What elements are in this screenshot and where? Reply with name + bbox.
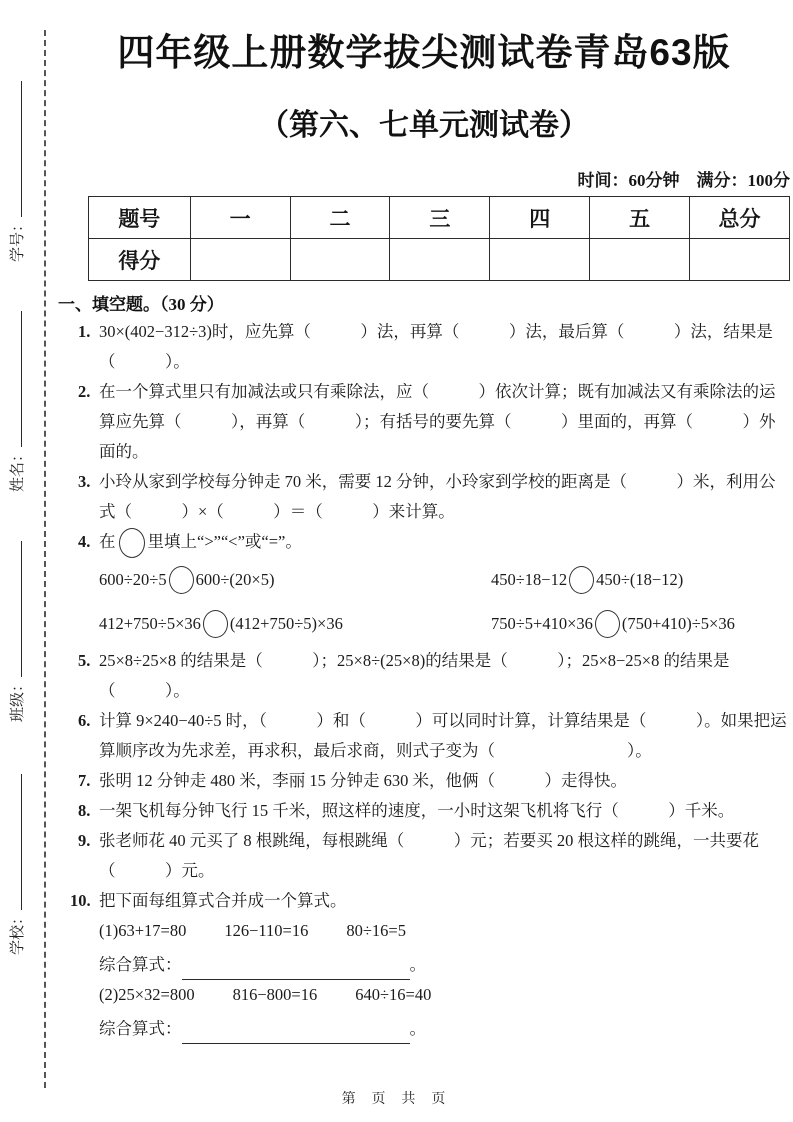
score-cell: [490, 239, 590, 281]
compare-row-2: [99, 602, 790, 646]
compare-row-1: [99, 558, 790, 602]
question-list: [58, 317, 790, 1044]
compare-left-expr: 412+750÷5×36: [99, 614, 201, 634]
class-write-line: [8, 541, 22, 677]
page-subtitle: （第六、七单元测试卷）: [259, 109, 589, 142]
student-id-write-line: [8, 81, 22, 217]
score-cell: [190, 239, 290, 281]
question-5-number: 5.: [78, 651, 91, 671]
compare-pair: [99, 565, 491, 595]
school-write-line: [8, 774, 22, 910]
question-1: [78, 317, 790, 377]
question-2: [78, 377, 790, 467]
question-8-number: 8.: [78, 801, 91, 821]
score-table-col-3: 三: [390, 197, 490, 239]
question-9-number: 9.: [78, 831, 91, 851]
question-4-number: 4.: [78, 532, 91, 551]
question-2-number: 2.: [78, 382, 91, 401]
question-9: [78, 826, 790, 886]
equation: (1)63+17=80: [99, 921, 187, 941]
compare-circle-blank: [569, 566, 594, 594]
equation-group-2: [99, 980, 790, 1010]
student-id-label: 学号：: [9, 216, 26, 262]
equation: 640÷16=40: [355, 985, 432, 1005]
question-4-intro-post: 里填上“>”“<”或“=”。: [147, 532, 302, 551]
score-table-col-5: 五: [590, 197, 690, 239]
question-8: [78, 796, 790, 826]
question-3: [78, 467, 790, 527]
compare-circle-blank: [119, 528, 145, 558]
score-cell: [590, 239, 690, 281]
compare-right-expr: (750+410)÷5×36: [621, 614, 735, 634]
fold-dashed-line: [44, 30, 46, 1088]
compare-left-expr: 450÷18−12: [491, 570, 568, 590]
equation: (2)25×32=800: [99, 985, 195, 1005]
compare-right-expr: 600÷(20×5): [195, 570, 275, 590]
question-5-text: 25×8÷25×8 的结果是（ ）；25×8÷(25×8)的结果是（ ）；25×8−25×8 的结果是（ ）。: [99, 651, 730, 701]
question-6-number: 6.: [78, 711, 91, 731]
score-table-corner: 题号: [89, 197, 191, 239]
score-row-label: 得分: [89, 239, 191, 281]
compare-circle-blank: [595, 610, 620, 638]
compare-pair: [491, 565, 683, 595]
combined-expression-label: 综合算式：: [99, 1019, 182, 1039]
score-table-col-2: 二: [290, 197, 390, 239]
page-footer: 第 页 共 页: [341, 1090, 452, 1106]
student-id-field: [6, 70, 30, 262]
class-label: 班级：: [9, 676, 26, 722]
compare-pair: [491, 609, 735, 639]
class-field: [6, 530, 30, 722]
question-7-number: 7.: [78, 771, 91, 791]
answer-blank-line: [182, 964, 410, 980]
equation: 80÷16=5: [346, 921, 406, 941]
score-table-col-total: 总分: [690, 197, 790, 239]
score-cell: [390, 239, 490, 281]
question-10: [70, 886, 790, 1044]
question-8-text: 一架飞机每分钟飞行 15 千米，照这样的速度，一小时这架飞机将飞行（ ）千米。: [99, 801, 735, 821]
compare-pair: [99, 609, 491, 639]
score-cell: [290, 239, 390, 281]
question-3-number: 3.: [78, 472, 91, 491]
question-6-text: 计算 9×240−40÷5 时，（ ）和（ ）可以同时计算，计算结果是（ ）。如果把运算顺序改为先求差，再求积，最后求商，则式子变为（ ）。: [99, 711, 787, 761]
compare-left-expr: 600÷20÷5: [99, 570, 167, 590]
time-score-info: 时间：60分钟 满分：100分: [577, 171, 790, 190]
score-table-score-row: [89, 239, 790, 281]
question-10-number: 10.: [70, 891, 91, 911]
combined-expression-2: [99, 1010, 790, 1044]
question-7: [78, 766, 790, 796]
score-table: [88, 196, 790, 281]
score-cell: [690, 239, 790, 281]
score-table-header-row: [89, 197, 790, 239]
question-4: [78, 527, 790, 646]
student-name-write-line: [8, 311, 22, 447]
compare-right-expr: (412+750÷5)×36: [229, 614, 343, 634]
answer-suffix: 。: [409, 955, 426, 975]
school-field: [6, 763, 30, 955]
question-1-number: 1.: [78, 322, 91, 341]
compare-circle-blank: [203, 610, 228, 638]
question-7-text: 张明 12 分钟走 480 米，李丽 15 分钟走 630 米，他俩（ ）走得快。: [99, 771, 627, 791]
combined-expression-label: 综合算式：: [99, 955, 182, 975]
compare-left-expr: 750÷5+410×36: [491, 614, 593, 634]
question-4-intro-pre: 在: [99, 532, 116, 551]
compare-circle-blank: [169, 566, 194, 594]
answer-blank-line: [182, 1028, 410, 1044]
question-9-text: 张老师花 40 元买了 8 根跳绳，每根跳绳（ ）元；若要买 20 根这样的跳绳，一共要花（ ）元。: [99, 831, 759, 881]
paper-content: [58, 0, 790, 1044]
question-2-text: 在一个算式里只有加减法或只有乘除法，应（ ）依次计算；既有加减法又有乘除法的运算应先算（ ），再算（ ）；有括号的要先算（ ）里面的，再算（ ）外面的。: [99, 382, 776, 461]
section-1-heading: 一、填空题。（30 分）: [58, 295, 224, 314]
equation-group-1: [99, 916, 790, 946]
school-label: 学校：: [9, 909, 26, 955]
score-table-col-4: 四: [490, 197, 590, 239]
question-3-text: 小玲从家到学校每分钟走 70 米，需要 12 分钟，小玲家到学校的距离是（ ）米，利用公式（ ）×（ ）＝（ ）来计算。: [99, 472, 776, 521]
question-5: [78, 646, 790, 706]
question-1-text: 30×(402−312÷3)时，应先算（ ）法，再算（ ）法，最后算（ ）法，结果是（ ）。: [99, 322, 773, 371]
question-10-text: 把下面每组算式合并成一个算式。: [99, 891, 347, 911]
student-name-label: 姓名：: [9, 446, 26, 492]
page-title: 四年级上册数学拔尖测试卷青岛63版: [117, 32, 731, 73]
student-name-field: [6, 300, 30, 492]
equation: 816−800=16: [232, 985, 318, 1005]
question-6: [78, 706, 790, 766]
combined-expression-1: [99, 946, 790, 980]
score-table-col-1: 一: [190, 197, 290, 239]
equation: 126−110=16: [224, 921, 309, 941]
compare-right-expr: 450÷(18−12): [596, 570, 684, 590]
answer-suffix: 。: [409, 1019, 426, 1039]
